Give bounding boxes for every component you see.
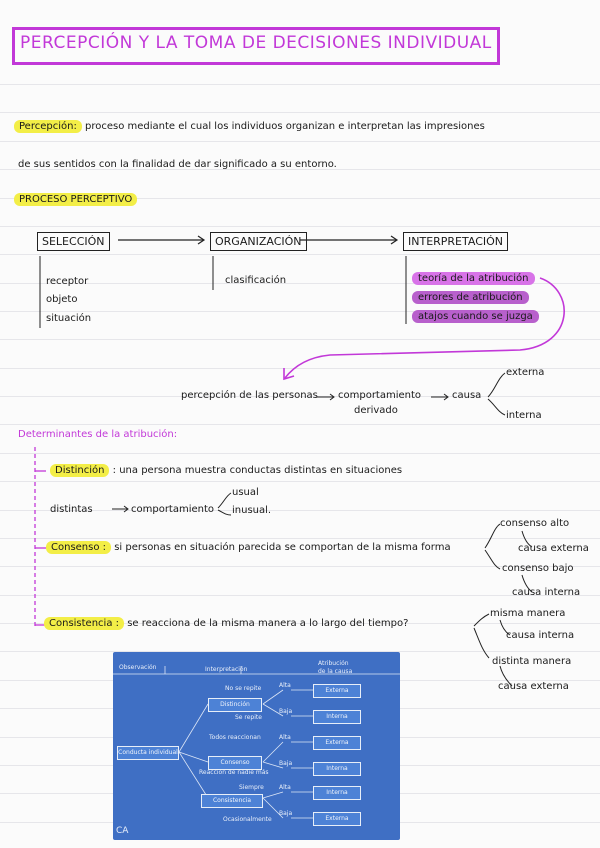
- photo-siempre: Siempre: [239, 784, 264, 791]
- photo-alta-3: Alta: [279, 784, 291, 791]
- consenso-alto-causa: causa externa: [518, 543, 589, 554]
- interpretacion-item-atajos-text: atajos cuando se juzga: [412, 310, 539, 323]
- attribution-diagram-photo: [113, 652, 400, 840]
- interpretacion-item-errores: [412, 292, 529, 303]
- photo-reaccion-nadie: Reacción de nadie más: [199, 769, 269, 776]
- flow-branch-interna: interna: [506, 410, 542, 421]
- photo-conducta-box: Conducta individual: [117, 746, 179, 760]
- consistencia-text: se reacciona de la misma manera a lo largo del tiempo?: [127, 618, 409, 629]
- distincion-line2: distintas: [50, 504, 93, 515]
- percepcion-definition-text: proceso mediante el cual los individuos organizan e interpretan las impresiones: [85, 121, 485, 132]
- photo-baja-3: Baja: [279, 810, 293, 817]
- photo-baja-2: Baja: [279, 760, 293, 767]
- flow-mid-line1: comportamiento: [338, 390, 422, 401]
- photo-atribucion-line2: de la causa: [318, 668, 353, 675]
- determinantes-heading: Determinantes de la atribución:: [18, 429, 178, 440]
- photo-se-repite: Se repite: [235, 714, 262, 721]
- photo-distincion-box: Distinción: [208, 698, 262, 712]
- organizacion-item-clasificacion: clasificación: [225, 275, 287, 286]
- photo-todos-reaccionan: Todos reaccionan: [209, 734, 261, 741]
- stage-interpretacion: INTERPRETACIÓN: [403, 232, 508, 251]
- photo-alta-1: Alta: [279, 682, 291, 689]
- proceso-heading-text: PROCESO PERCEPTIVO: [14, 193, 137, 206]
- photo-interpretacion: Interpretación: [205, 666, 248, 673]
- flow-mid-line2: derivado: [354, 405, 398, 416]
- photo-result-interna-3: Interna: [313, 786, 361, 800]
- photo-baja-1: Baja: [279, 708, 293, 715]
- photo-atribucion-line1: Atribución: [318, 660, 349, 667]
- stage-seleccion: SELECCIÓN: [37, 232, 110, 251]
- distincion-term: Distinción: [50, 464, 109, 477]
- interpretacion-item-teoria-text: teoría de la atribución: [412, 272, 535, 285]
- photo-result-interna-2: Interna: [313, 762, 361, 776]
- percepcion-term: Percepción:: [14, 120, 82, 133]
- flow-start: percepción de las personas: [181, 390, 318, 401]
- consenso-bajo: consenso bajo: [502, 563, 574, 574]
- photo-result-externa-2: Externa: [313, 736, 361, 750]
- consistencia-distinta: distinta manera: [492, 656, 572, 667]
- consenso-line: [46, 542, 451, 553]
- distincion-line1: Distinción : una persona muestra conductas distintas en situaciones: [50, 465, 402, 476]
- interpretacion-item-atajos: [412, 311, 539, 322]
- stage-organizacion: ORGANIZACIÓN: [210, 232, 307, 251]
- consenso-alto: consenso alto: [500, 518, 570, 529]
- photo-consenso-box: Consenso: [208, 756, 262, 770]
- distincion-usual: usual: [232, 487, 259, 498]
- flow-end: causa: [452, 390, 482, 401]
- consistencia-misma-causa: causa interna: [506, 630, 575, 641]
- seleccion-item-situacion: situación: [46, 313, 92, 324]
- seleccion-item-receptor: receptor: [46, 276, 89, 287]
- photo-result-interna-1: Interna: [313, 710, 361, 724]
- consistencia-line: [44, 618, 408, 629]
- photo-ocasional: Ocasionalmente: [223, 816, 272, 823]
- consenso-text: si personas en situación parecida se comportan de la misma forma: [114, 542, 451, 553]
- consenso-bajo-causa: causa interna: [512, 587, 581, 598]
- photo-consistencia-box: Consistencia: [201, 794, 263, 808]
- distincion-inusual: inusual.: [232, 505, 272, 516]
- consenso-term: Consenso :: [46, 541, 111, 554]
- interpretacion-item-errores-text: errores de atribución: [412, 291, 529, 304]
- distincion-comportamiento: comportamiento: [131, 504, 215, 515]
- photo-result-externa-3: Externa: [313, 812, 361, 826]
- photo-no-se-repite: No se repite: [225, 685, 262, 692]
- consistencia-misma: misma manera: [490, 608, 566, 619]
- page-title: PERCEPCIÓN Y LA TOMA DE DECISIONES INDIVIDUAL: [20, 33, 492, 53]
- seleccion-item-objeto: objeto: [46, 294, 78, 305]
- consistencia-distinta-causa: causa externa: [498, 681, 569, 692]
- flow-branch-externa: externa: [506, 367, 545, 378]
- distincion-text: una persona muestra conductas distintas en situaciones: [119, 465, 403, 476]
- interpretacion-item-teoria: [412, 273, 535, 284]
- percepcion-definition-line2: de sus sentidos con la finalidad de dar significado a su entorno.: [18, 159, 337, 170]
- photo-corner-logo: CA: [116, 826, 129, 836]
- photo-observacion: Observación: [119, 664, 157, 671]
- photo-alta-2: Alta: [279, 734, 291, 741]
- consistencia-term: Consistencia :: [44, 617, 124, 630]
- photo-result-externa-1: Externa: [313, 684, 361, 698]
